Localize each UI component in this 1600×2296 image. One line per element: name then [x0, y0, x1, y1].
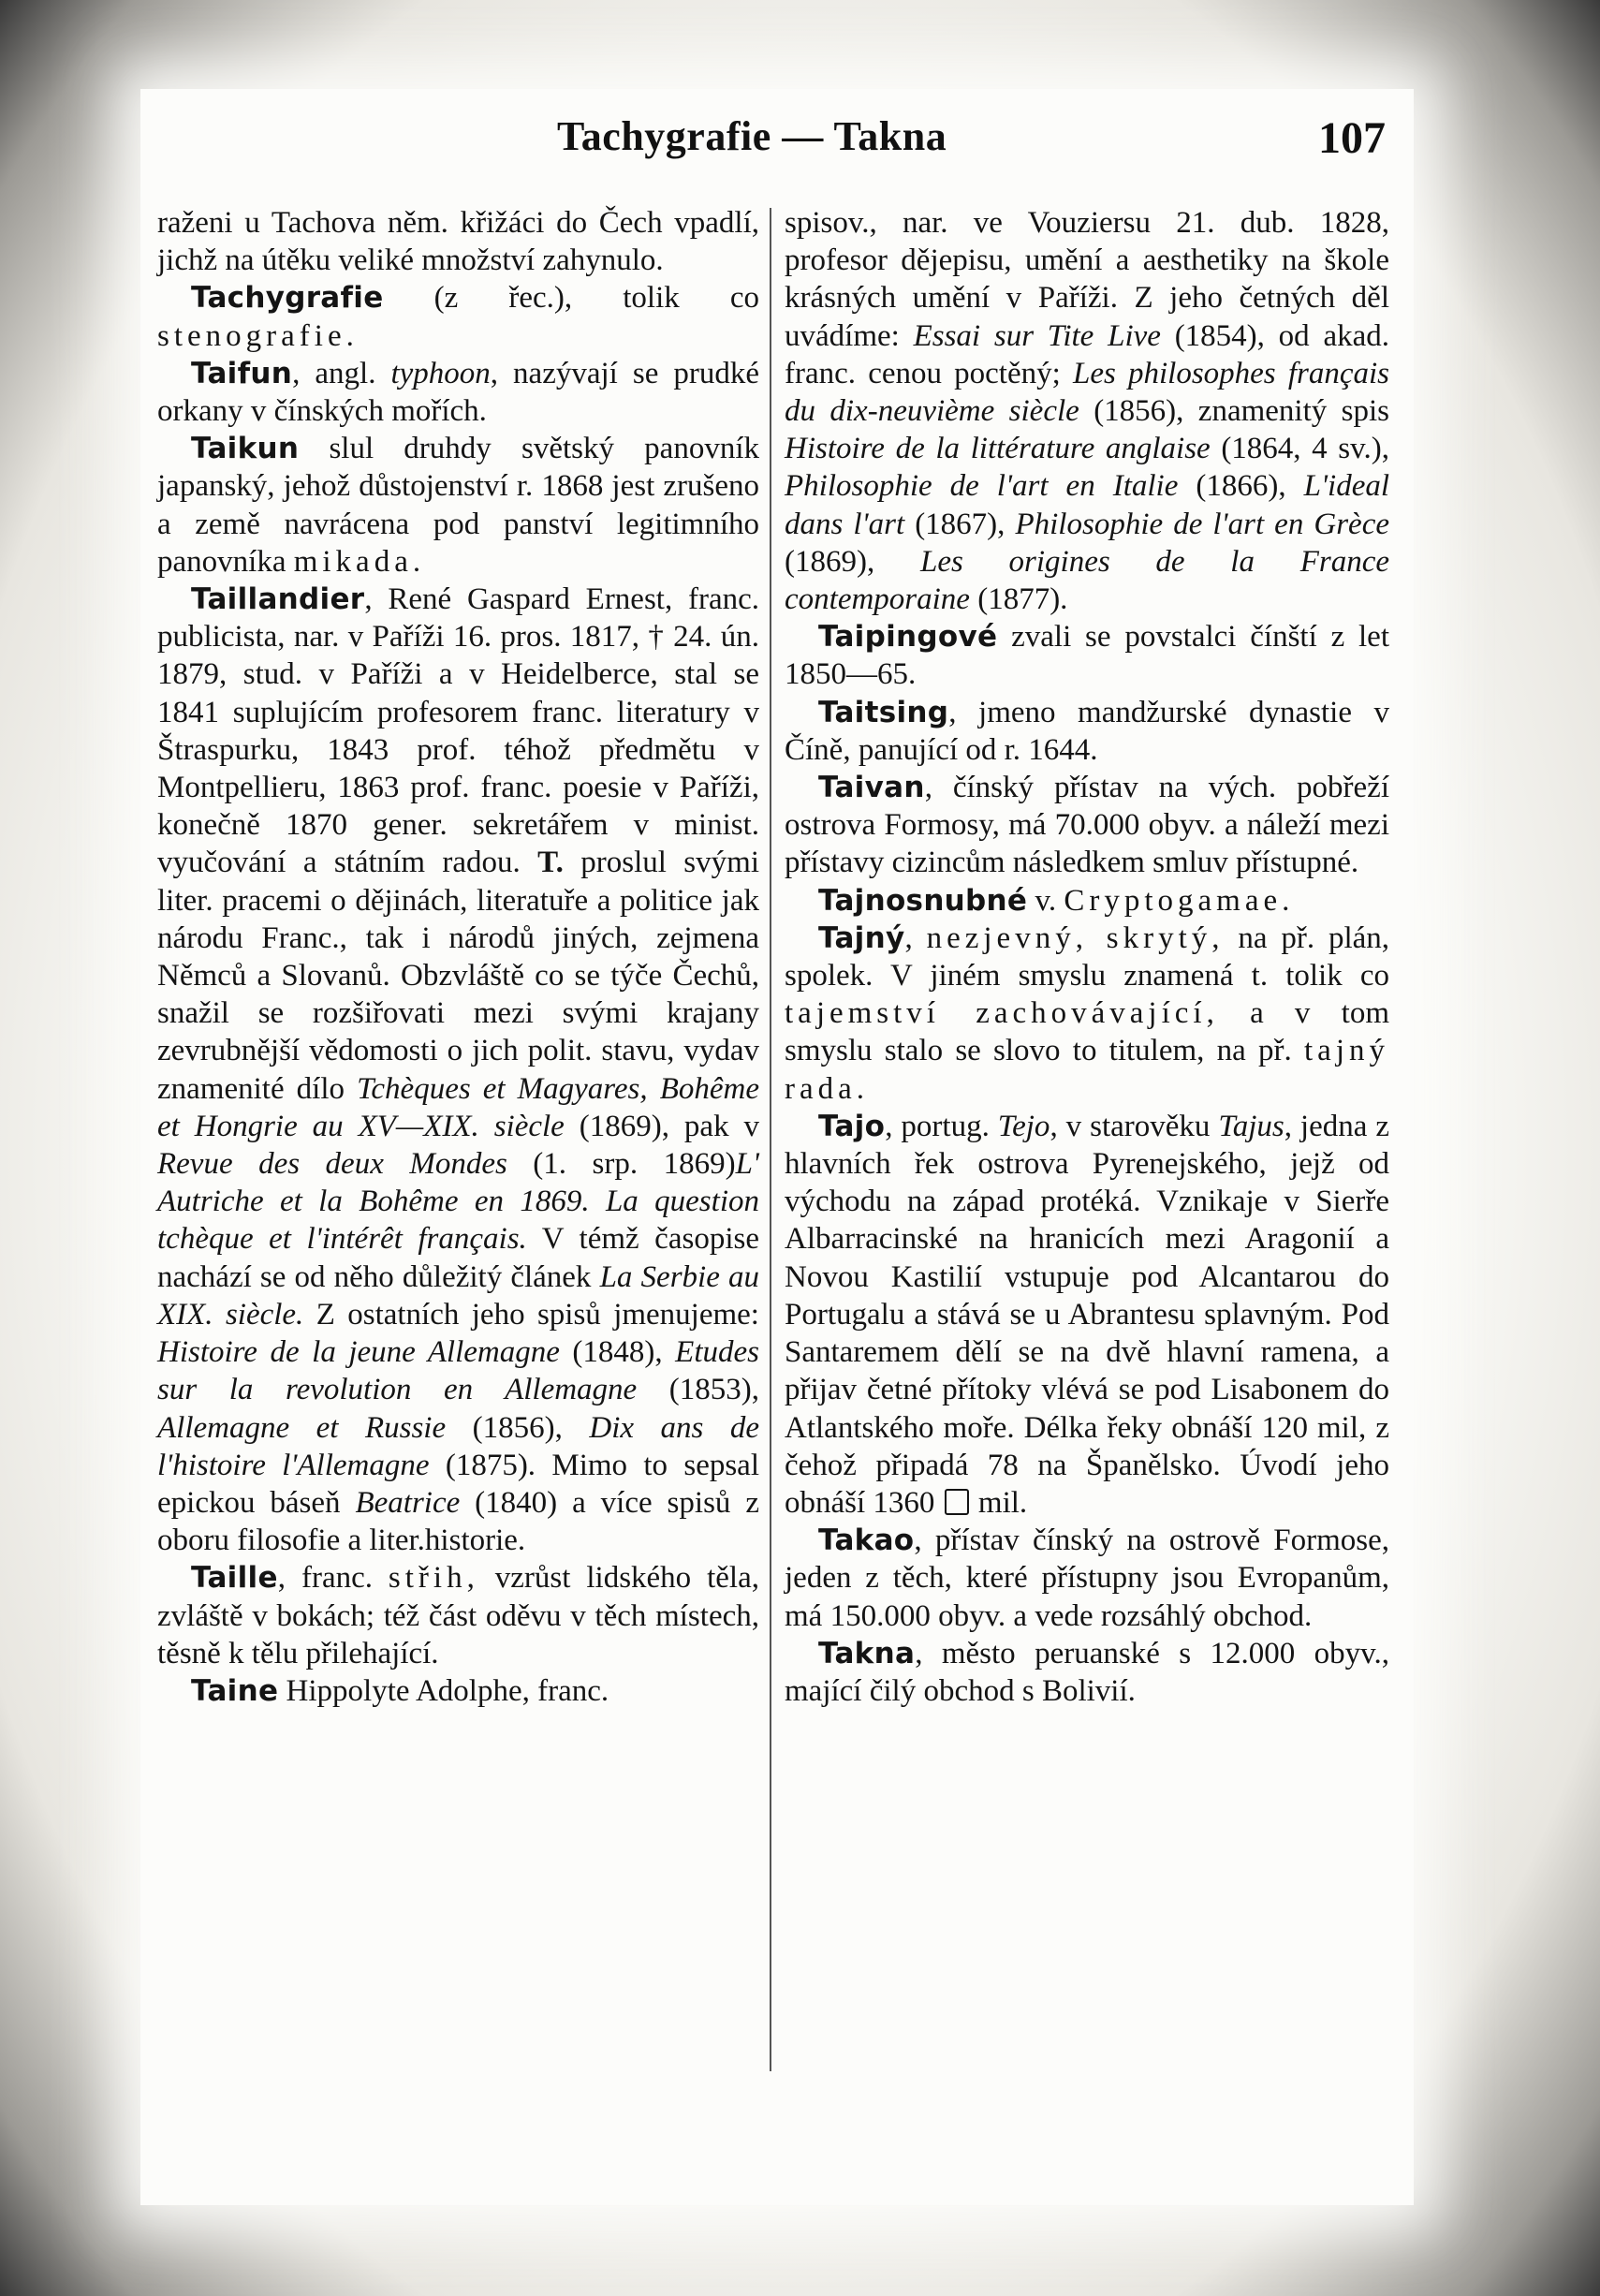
headword: Taine: [191, 1673, 279, 1708]
entry-taillandier: Taillandier, René Gaspard Ernest, franc. publicista, nar. v Paříži 16. pros. 1817, † 24. ún. 1879, stud. v Paříži a v Heidelberce, stal se 1841 suplujícím profesorem franc. literatury v Štraspurku, 1843 prof. téhož předmětu v Montpellieru, 1863 prof. franc. poesie v Paříži, konečně 1870 gener. sekretářem v minist. vyučování a státním radou. T. proslul svými liter. pracemi o dějinách, literatuře a politice jak národu Franc., tak i národů jiných, zejmena Němců a Slovanů. Obzvláště co se týče Čechů, snažil se rozšiřovati mezi svými krajany zevrubnější vědomosti o jich polit. stavu, vydav znamenité dílo Tchèques et Magyares, Bohême et Hongrie au XV—XIX. siècle (1869), pak v Revue des deux Mondes (1. srp. 1869)L' Autriche et la Bohême en 1869. La question tchèque et l'intérêt français. V témž časopise nachází se od něho důležitý článek La Serbie au XIX. siècle. Z ostatních jeho spisů jmenujeme: Histoire de la jeune Allemagne (1848), Etudes sur la revolution en Allemagne (1853), Allemagne et Russie (1856), Dix ans de l'histoire l'Allemagne (1875). Mimo to sepsal epickou báseň Beatrice (1840) a více spisů z oboru filosofie a liter.historie.: [157, 582, 760, 1558]
entry-tajnosnubne: Tajnosnubné v. Cryptogamae.: [818, 883, 1295, 918]
headword: Takna: [818, 1636, 916, 1670]
headword: Takao: [818, 1523, 915, 1558]
headword: Taipingové: [818, 620, 998, 655]
entry-tajny: Tajný, nezjevný, skrytý, na př. plán, spolek. V jiném smyslu znamená t. tolik co tajemství zachovávající, a v tom smyslu stalo se slovo to titulem, na př. tajný rada.: [785, 920, 1390, 1106]
entry-tachygrafie: Tachygrafie (z řec.), tolik co stenografie.: [157, 281, 759, 353]
headword: Tajný: [818, 920, 905, 955]
entry-taitsing: Taitsing, jmeno mandžurské dynastie v Číně, panující od r. 1644.: [785, 695, 1389, 767]
headword: Taillandier: [191, 582, 365, 617]
headword: Taitsing: [818, 695, 949, 729]
entry-taikun: Taikun slul druhdy světský panovník japanský, jehož důstojenství r. 1868 jest zrušeno a země navrácena pod panství legitimního panovníka mikada.: [157, 432, 759, 579]
square-unit-icon: [945, 1489, 969, 1515]
left-column: [157, 204, 759, 2096]
page-title: Tachygrafie — Takna: [557, 113, 947, 159]
entry-taille: Taille, franc. střih, vzrůst lidského těla, zvláště v bokách; též část oděvu v těch místech, těsně k tělu přilehající.: [157, 1561, 759, 1670]
running-head: [145, 101, 1404, 176]
entry-takao: Takao, přístav čínský na ostrově Formose, jeden z těch, které přístupny jsou Evropanům, má 150.000 obyv. a vede rozsáhlý obchod.: [785, 1523, 1389, 1633]
headword: Tachygrafie: [191, 281, 384, 316]
entry-continuation: raženi u Tachova něm. křižáci do Čech vpadlí, jichž na útěku veliké množství zahynulo.: [157, 206, 759, 278]
entry-tajo: Tajo, portug. Tejo, v starověku Tajus, jedna z hlavních řek ostrova Pyrenejského, jejž od východu na západ protéká. Vznikaje v Sierře Albarracinské na hranicích mezi Aragonií a Novou Kastilií vstupuje pod Alcantarou do Portugalu a stává se u Abrantesu splavným. Pod Santaremem dělí se na dvě hlavní ramena, a přijav četné přítoky vlévá se pod Lisabonem do Atlantského moře. Délka řeky obnáší 120 mil, z čehož připadá 78 na Španělsko. Úvodí jeho obnáší 1360 mil.: [785, 1109, 1390, 1520]
headword: Tajo: [818, 1109, 886, 1143]
right-column: [785, 204, 1389, 2096]
headword: Taifun: [191, 356, 293, 390]
headword: Tajnosnubné: [818, 883, 1028, 918]
entry-taine: Taine Hippolyte Adolphe, franc.: [191, 1673, 609, 1708]
headword: Taivan: [818, 771, 925, 805]
entry-taine-continuation: spisov., nar. ve Vouziersu 21. dub. 1828, profesor dějepisu, umění a aesthetiky na škole krásných umění v Paříži. Z jeho četných děl uvádíme: Essai sur Tite Live (1854), od akad. franc. cenou poctěný; Les philosophes français du dix-neuvième siècle (1856), znamenitý spis Histoire de la littérature anglaise (1864, 4 sv.), Philosophie de l'art en Italie (1866), L'ideal dans l'art (1867), Philosophie de l'art en Grèce (1869), Les origines de la France contemporaine (1877).: [785, 206, 1390, 617]
headword: Taille: [191, 1561, 278, 1596]
entry-taipingove: Taipingové zvali se povstalci čínští z let 1850—65.: [785, 620, 1389, 692]
entry-takna: Takna, město peruanské s 12.000 obyv., mající čilý obchod s Bolivií.: [785, 1636, 1389, 1708]
column-divider: [770, 208, 771, 2071]
page-number: 107: [1318, 113, 1386, 163]
headword: Taikun: [191, 432, 300, 466]
entry-taifun: Taifun, angl. typhoon, nazývají se prudké orkany v čínských mořích.: [157, 356, 759, 429]
entry-taivan: Taivan, čínský přístav na vých. pobřeží ostrova Formosy, má 70.000 obyv. a náleží mezi přístavy cizincům následkem smluv přístupné.: [785, 771, 1389, 880]
